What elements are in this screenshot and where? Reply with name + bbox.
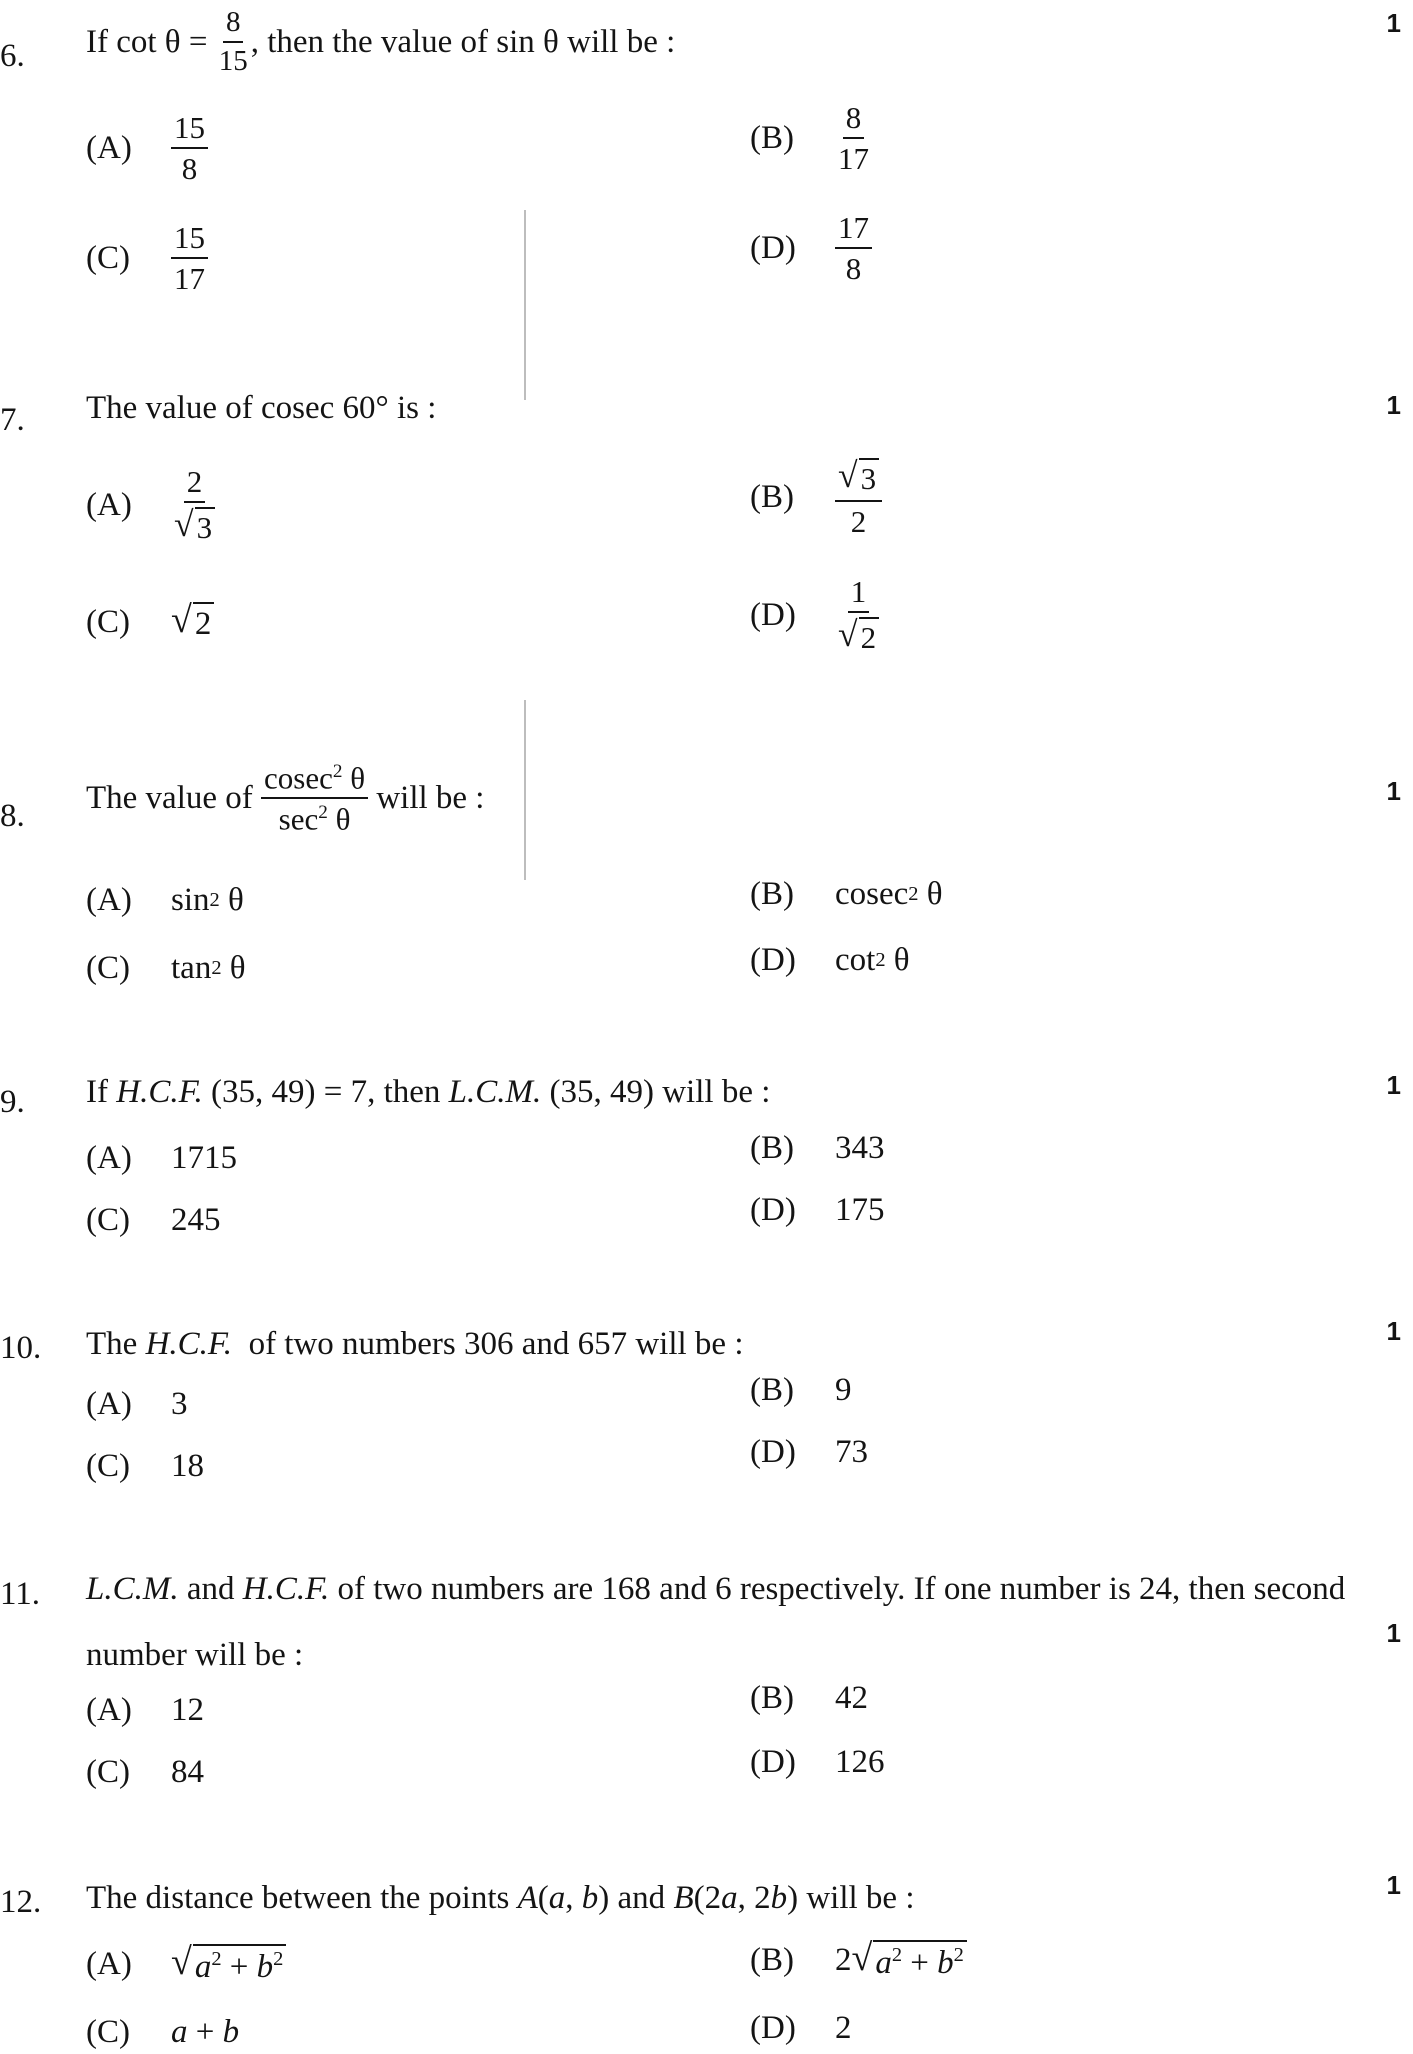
option-d[interactable] (750, 576, 882, 655)
func: cosec (264, 760, 333, 796)
option-value: 9 (835, 1372, 852, 1408)
fraction-denominator: 17 (174, 261, 205, 296)
square-root (851, 1937, 967, 1981)
text-run: If (86, 1074, 117, 1110)
exponent: 2 (953, 1944, 964, 1966)
text-run-italic: A (517, 1880, 538, 1916)
variable: b (937, 1945, 954, 1981)
radical-sign-icon: √ (838, 455, 858, 495)
marks: 1 (1386, 1070, 1401, 1100)
option-a[interactable] (86, 112, 208, 184)
variable: b (256, 1949, 274, 1985)
question-number: 7. (0, 402, 25, 438)
fraction-numerator: 15 (171, 112, 208, 149)
variable: a (875, 1945, 892, 1981)
question-text (86, 762, 484, 835)
text-run: ( (537, 1880, 549, 1916)
option-label: (A) (86, 129, 132, 166)
option-fraction (171, 112, 208, 184)
option-label: (B) (750, 1372, 794, 1408)
option-a[interactable] (86, 1692, 204, 1729)
option-c[interactable] (86, 1448, 204, 1485)
exponent: 2 (875, 949, 886, 971)
option-label: (C) (86, 1754, 130, 1790)
option-c[interactable] (86, 599, 214, 642)
text-run: and (178, 1571, 243, 1607)
question-number: 12. (0, 1884, 42, 1920)
option-label: (A) (86, 1386, 132, 1422)
variable: θ (893, 942, 910, 978)
marks: 1 (1386, 1618, 1401, 1648)
option-label: (B) (750, 119, 794, 156)
option-label: (B) (750, 1680, 794, 1716)
option-label: (A) (86, 487, 132, 524)
option-value: 18 (171, 1448, 204, 1484)
option-label: (C) (86, 950, 130, 986)
square-root (174, 504, 215, 545)
option-b[interactable] (750, 1372, 852, 1409)
fraction-numerator: 2 (184, 466, 206, 503)
option-d[interactable] (750, 1192, 885, 1229)
option-a[interactable] (86, 1386, 188, 1423)
option-label: (D) (750, 942, 796, 978)
exponent: 2 (332, 761, 343, 782)
question-text: The value of cosec 60° is : (86, 390, 437, 426)
option-d[interactable] (750, 1434, 868, 1471)
square-root (171, 1941, 286, 1985)
question-number: 9. (0, 1084, 25, 1120)
stem-prefix: The value of (86, 779, 253, 816)
marks: 1 (1386, 1870, 1401, 1900)
text-run: The (86, 1326, 146, 1362)
fraction-numerator: 8 (843, 102, 865, 139)
fraction-numerator (261, 762, 368, 799)
fraction-denominator (276, 799, 354, 837)
option-value: 245 (171, 1202, 221, 1238)
text-run: (35, 49) = 7, then (202, 1074, 449, 1110)
fraction-numerator: 1 (848, 576, 870, 613)
text-run: (35, 49) will be : (541, 1074, 771, 1110)
option-label: (D) (750, 1434, 796, 1470)
option-label: (C) (86, 2014, 130, 2050)
text-run-italic: B (673, 1880, 694, 1916)
option-b[interactable] (750, 1680, 868, 1717)
square-root (171, 599, 214, 642)
option-value: 126 (835, 1744, 885, 1780)
scan-mark (524, 700, 526, 880)
plus-sign: + (187, 2014, 223, 2050)
option-label: (D) (750, 1744, 796, 1780)
func: sin (171, 882, 210, 918)
radical-sign-icon: √ (838, 614, 858, 654)
square-root (838, 614, 879, 655)
fraction-denominator: 8 (845, 251, 862, 286)
option-label: (D) (750, 2010, 796, 2046)
text-run: , 2 (737, 1880, 771, 1916)
option-label: (B) (750, 1942, 794, 1979)
stem-prefix: If cot θ = (86, 23, 208, 60)
square-root (838, 455, 879, 496)
text-run-italic: H.C.F. (242, 1571, 330, 1607)
marks: 1 (1386, 8, 1401, 38)
text-run-italic: L.C.M. (448, 1074, 542, 1110)
exponent: 2 (273, 1948, 284, 1970)
fraction-numerator (835, 455, 882, 502)
scan-mark (524, 210, 526, 400)
text-run: The distance between the points (86, 1880, 518, 1916)
stem-suffix: , then the value of sin θ will be : (250, 23, 676, 60)
exponent: 2 (318, 802, 328, 824)
variable: θ (227, 882, 244, 918)
radical-sign-icon: √ (171, 1941, 192, 1983)
option-a[interactable] (86, 1941, 286, 1985)
option-d[interactable] (750, 212, 872, 284)
radical-sign-icon: √ (171, 599, 192, 641)
option-label: (C) (86, 1448, 130, 1484)
func: cosec (835, 876, 909, 912)
option-value: 73 (835, 1434, 868, 1470)
variable: a (194, 1949, 212, 1985)
text-run-italic: a (548, 1880, 566, 1916)
exponent: 2 (209, 889, 220, 911)
radicand: 3 (859, 458, 880, 496)
plus-sign: + (221, 1949, 257, 1985)
option-d[interactable] (750, 942, 910, 979)
option-label: (B) (750, 1130, 794, 1166)
option-label: (B) (750, 479, 794, 516)
option-c[interactable] (86, 1202, 221, 1239)
option-label: (C) (86, 1202, 130, 1238)
stem-suffix: will be : (376, 779, 485, 816)
radicand (193, 1944, 287, 1985)
radical-sign-icon: √ (174, 504, 194, 544)
option-b[interactable] (750, 1130, 885, 1167)
question-text (86, 1326, 744, 1363)
text-run-italic: H.C.F. (145, 1326, 233, 1362)
radicand: 2 (859, 617, 880, 655)
option-label: (A) (86, 882, 132, 918)
option-value: 1715 (171, 1140, 237, 1176)
option-label: (D) (750, 229, 796, 266)
marks: 1 (1386, 390, 1401, 420)
fraction-denominator: 8 (181, 151, 198, 186)
fraction-denominator: 2 (850, 504, 867, 540)
text-run: of two numbers are 168 and 6 respectively. If one number is 24, then second number will be : (86, 1571, 1346, 1673)
text-run-italic: a (721, 1880, 738, 1916)
fraction-numerator: 17 (835, 212, 872, 249)
variable: θ (926, 876, 943, 912)
option-fraction (835, 212, 872, 284)
option-label: (D) (750, 1192, 796, 1228)
question-text (86, 1880, 915, 1917)
option-a[interactable] (86, 882, 244, 919)
option-b[interactable] (750, 876, 943, 913)
marks: 1 (1386, 1316, 1401, 1346)
option-d[interactable] (750, 2010, 852, 2047)
func: cot (835, 942, 876, 978)
text-run: (2 (693, 1880, 722, 1916)
variable: b (222, 2014, 240, 2050)
text-run-italic: L.C.M. (86, 1571, 179, 1607)
option-d[interactable] (750, 1744, 885, 1781)
option-value: 3 (171, 1386, 188, 1422)
question-text (86, 1074, 770, 1111)
text-run-italic: H.C.F. (116, 1074, 203, 1110)
option-value: 343 (835, 1130, 885, 1166)
stem-fraction (261, 762, 368, 835)
option-value: 84 (171, 1754, 204, 1790)
radicand (873, 1940, 967, 1981)
question-number: 8. (0, 798, 25, 834)
option-a[interactable] (86, 1140, 237, 1177)
option-fraction (171, 222, 208, 294)
option-b[interactable] (750, 102, 872, 174)
question-text (86, 8, 675, 76)
option-fraction (835, 102, 872, 174)
option-b[interactable] (750, 1937, 967, 1981)
func: tan (171, 950, 212, 986)
option-label: (D) (750, 597, 796, 634)
exponent: 2 (211, 1948, 222, 1970)
option-label: (A) (86, 1140, 132, 1176)
question-number: 11. (0, 1576, 41, 1612)
text-run: ) and (598, 1880, 674, 1916)
option-label: (A) (86, 1692, 132, 1728)
radical-sign-icon: √ (851, 1937, 873, 1979)
option-c[interactable] (86, 1754, 204, 1791)
plus-sign: + (902, 1945, 938, 1981)
option-value: 42 (835, 1680, 868, 1716)
radicand: 2 (193, 602, 215, 642)
option-c[interactable] (86, 950, 246, 987)
variable: θ (350, 760, 366, 796)
option-value: 12 (171, 1692, 204, 1728)
option-label: (C) (86, 603, 130, 640)
text-run: ) will be : (787, 1880, 915, 1916)
exponent: 2 (908, 883, 919, 905)
variable: a (171, 2014, 188, 2050)
fraction-denominator: 15 (218, 45, 248, 77)
option-c[interactable] (86, 222, 208, 294)
option-value: 2 (835, 2010, 852, 2046)
marks: 1 (1386, 776, 1401, 806)
variable: θ (229, 950, 246, 986)
exponent: 2 (211, 957, 222, 979)
text-run-italic: b (770, 1880, 788, 1916)
question-number: 6. (0, 38, 25, 74)
option-label: (C) (86, 239, 130, 276)
fraction-denominator (171, 503, 218, 545)
fraction-denominator: 17 (838, 141, 869, 176)
text-run: of two numbers 306 and 657 will be : (232, 1326, 744, 1362)
func: sec (278, 801, 319, 837)
option-label: (B) (750, 876, 794, 912)
option-fraction (835, 576, 882, 655)
option-c[interactable] (86, 2014, 239, 2051)
option-value: 175 (835, 1192, 885, 1228)
option-a[interactable] (86, 466, 218, 545)
variable: θ (335, 801, 351, 837)
fraction-denominator (835, 613, 882, 655)
text-run: , (565, 1880, 582, 1916)
question-number: 10. (0, 1330, 42, 1366)
coefficient: 2 (835, 1942, 852, 1979)
option-fraction (835, 455, 882, 540)
option-label: (A) (86, 1946, 132, 1983)
option-b[interactable] (750, 455, 882, 540)
radicand: 3 (195, 507, 216, 545)
fraction-numerator: 8 (223, 8, 244, 43)
text-run-italic: b (581, 1880, 599, 1916)
exponent: 2 (891, 1944, 903, 1966)
option-fraction (171, 466, 218, 545)
fraction-numerator: 15 (171, 222, 208, 259)
stem-fraction (216, 8, 251, 76)
question-text (86, 1556, 1396, 1688)
